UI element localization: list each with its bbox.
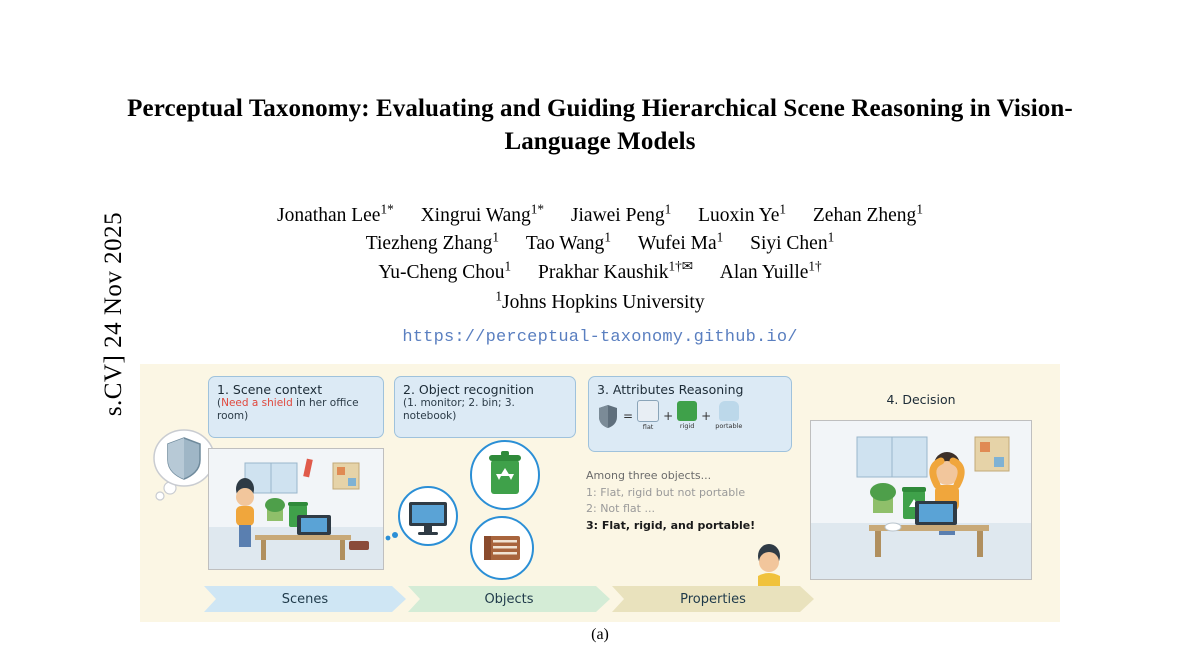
answer-line-2: 2: Not flat ... (586, 502, 655, 515)
panel-subtitle: (Need a shield in her office room) (217, 397, 359, 423)
reasoning-answer-block (586, 468, 798, 534)
author-affil-marker: 1* (530, 201, 545, 217)
attribute-rigid: rigid (677, 401, 697, 430)
page-title: Perceptual Taxonomy: Evaluating and Guiding Hierarchical Scene Reasoning in Vision-Language Models (127, 95, 1073, 155)
panel-decision-title: 4. Decision (886, 392, 956, 407)
author-row (110, 259, 1090, 287)
panel-title: 3. Attributes Reasoning (597, 382, 744, 397)
stage-label: Objects (484, 591, 534, 607)
object-recycling-bin (470, 440, 540, 510)
author-affil-marker: 1 (664, 201, 672, 217)
author-affil-marker: 1 (716, 229, 724, 245)
affiliation: $^1$Johns Hopkins University (495, 288, 705, 313)
author: Prakhar Kaushik$^{1\dagger✉}$ (538, 258, 693, 283)
notebook-icon (472, 518, 532, 578)
shield-small-icon (597, 403, 619, 429)
author-affil-marker: 1 (779, 201, 787, 217)
equals-sign: = (623, 408, 634, 423)
answer-title: Among three objects... (586, 469, 712, 482)
highlight-text: Need a shield (221, 397, 293, 409)
plus-sign: + (663, 408, 674, 423)
attribute-flat: flat (637, 400, 659, 431)
figure-caption: (a) (591, 626, 609, 643)
attribute-portable: portable (715, 401, 742, 430)
author-affil-marker: 1† (808, 258, 822, 274)
office-decision-scene-svg (811, 421, 1031, 579)
author: Tiezheng Zhang$^1$ (365, 229, 499, 255)
answer-line-3: 3: Flat, rigid, and portable! (586, 518, 756, 532)
object-notebook (470, 516, 534, 580)
stage-scenes (204, 586, 406, 612)
panel-subtitle: (1. monitor; 2. bin; 3. notebook) (403, 397, 515, 423)
plus-sign: + (701, 408, 712, 423)
panel-attributes-reasoning (588, 376, 792, 452)
teaser-figure (140, 364, 1060, 622)
panel-scene-context (208, 376, 384, 438)
hand-icon (719, 401, 739, 421)
author: Zehan Zheng$^1$ (812, 201, 923, 226)
stage-objects (408, 586, 610, 612)
answer-line-1: 1: Flat, rigid but not portable (586, 485, 746, 499)
arxiv-stamp: s.CV] 24 Nov 2025 (100, 211, 127, 417)
monitor-icon (400, 488, 456, 544)
stage-label: Properties (680, 591, 746, 607)
panel-title: 1. Scene context (217, 382, 323, 397)
stage-label: Scenes (281, 591, 329, 607)
stage-properties (612, 586, 814, 612)
recycling-bin-icon (472, 442, 538, 508)
office-scene-svg (209, 449, 383, 569)
author-affil-marker: 1 (604, 229, 611, 245)
panel-object-recognition (394, 376, 576, 438)
author: Jonathan Lee$^{1*}$ (277, 201, 394, 226)
author: Alan Yuille$^{1\dagger}$ (719, 258, 822, 283)
scene-decision-illustration (810, 420, 1032, 580)
paper-column (110, 0, 1090, 648)
author: Tao Wang$^1$ (525, 229, 611, 255)
author-affil-marker: 1 (492, 229, 499, 245)
author-row (110, 230, 1090, 258)
object-monitor (398, 486, 458, 546)
flat-icon (637, 400, 659, 422)
author: Siyi Chen$^1$ (750, 229, 835, 255)
author-affil-marker: 1†✉ (668, 258, 693, 274)
author-affil-marker: 1 (504, 258, 512, 274)
author: Wufei Ma$^1$ (637, 229, 724, 255)
author: Yu-Cheng Chou$^1$ (378, 258, 512, 283)
author-affil-marker: 1 (827, 229, 835, 245)
author-list (110, 202, 1090, 317)
attribute-equation (597, 400, 783, 431)
rigid-icon (677, 401, 697, 421)
affiliation-marker: 1 (495, 288, 503, 304)
author: Jiawei Peng$^1$ (570, 201, 672, 226)
author-row (110, 202, 1090, 230)
author-affil-marker: 1 (916, 201, 923, 217)
panel-title: 2. Object recognition (403, 382, 534, 397)
scene-office-illustration (208, 448, 384, 570)
shield-thought-icon (146, 422, 216, 502)
author: Xingrui Wang$^{1*}$ (420, 201, 545, 226)
project-url-link[interactable]: https://perceptual-taxonomy.github.io/ (402, 328, 798, 348)
author-affil-marker: 1* (380, 201, 394, 217)
author: Luoxin Ye$^1$ (698, 201, 787, 226)
